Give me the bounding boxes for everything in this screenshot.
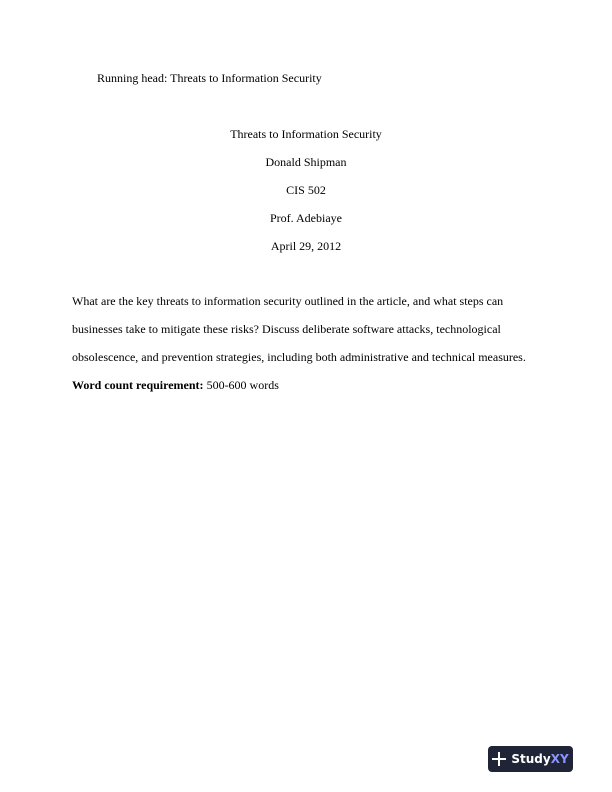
course-code: CIS 502 <box>286 183 326 197</box>
word-count-requirement <box>72 377 542 405</box>
badge-logo-text <box>511 752 568 766</box>
question-block <box>72 293 542 405</box>
badge-brand-accent: XY <box>550 752 569 766</box>
word-count-value: 500-600 words <box>206 378 279 392</box>
question-line: obsolescence, and prevention strategies, including both administrative and technical measures. <box>72 350 526 364</box>
paper-title: Threats to Information Security <box>230 127 382 141</box>
plus-icon <box>492 752 506 766</box>
paper-date: April 29, 2012 <box>270 239 342 253</box>
studyxy-badge[interactable] <box>488 746 573 772</box>
professor-name: Prof. Adebiaye <box>270 211 342 225</box>
author-name: Donald Shipman <box>265 155 347 169</box>
question-line: What are the key threats to information security outlined in the article, and what steps can <box>72 294 504 308</box>
question-line: businesses take to mitigate these risks? Discuss deliberate software attacks, technological <box>72 322 501 336</box>
word-count-label: Word count requirement: <box>72 378 204 392</box>
running-head: Running head: Threats to Information Security <box>97 71 322 85</box>
title-block <box>0 126 612 266</box>
badge-brand-main: Study <box>511 752 551 766</box>
